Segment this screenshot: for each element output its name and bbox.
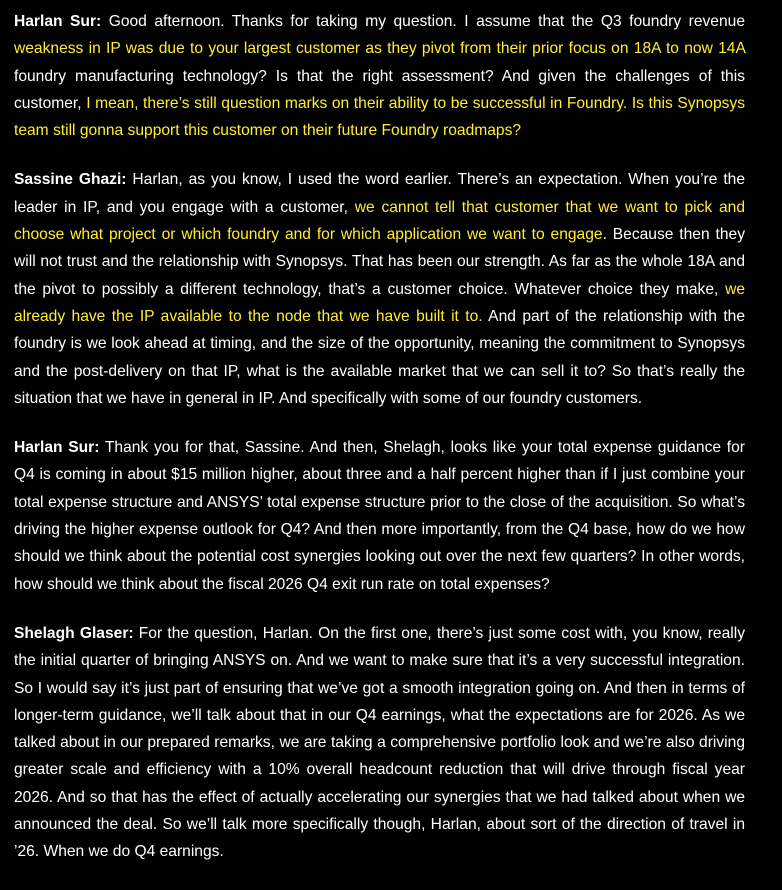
transcript-text: Thank you for that, Sassine. And then, Shelagh, looks like your total expense guidance for Q4 is coming in about $15 million higher, about three and a half percent higher than if I just combine your total expense structure and ANSYS’ total expense structure prior to the close of the acquisition. So what’s driving the higher expense outlook for Q4? And then more importantly, from the Q4 base, how do we how should we think about the potential cost synergies looking out over the next few quarters? In other words, how should we think about the fiscal 2026 Q4 exit run rate on total expenses? [14, 439, 745, 593]
transcript-text: Harlan, as you know, I used the word earlier. There’s an expectation. When you’re the leader in IP, and you engage with a customer, [14, 171, 745, 216]
transcript [14, 8, 745, 888]
speaker-name: Shelagh Glaser: [14, 624, 134, 642]
speaker-name: Sassine Ghazi: [14, 171, 127, 189]
highlighted-text: weakness in IP was due to your largest customer as they pivot from their prior focus on 18A to now 14A [14, 40, 745, 58]
transcript-paragraph [14, 620, 745, 866]
transcript-paragraph [14, 8, 745, 144]
speaker-name: Harlan Sur: [14, 439, 100, 457]
highlighted-text: we already have the IP available to the node that we have built it to. [14, 280, 745, 325]
highlighted-text: I mean, there’s still question marks on their ability to be successful in Foundry. Is this Synopsys team still gonna support this customer on their future Foundry roadmaps? [14, 94, 746, 140]
speaker-name: Harlan Sur: [14, 13, 102, 30]
transcript-text: For the question, Harlan. On the first one, there’s just some cost with, you know, really the initial quarter of bringing ANSYS on. And we want to make sure that it’s a very successful integration. So I would say it’s just part of ensuring that we’ve got a smooth integration going on. And then in terms of longer-term guidance, we’ll talk about that in our Q4 earnings, what the expectations are for 2026. As we talked about in our prepared remarks, we are taking a comprehensive portfolio look and we’re also driving greater scale and efficiency with a 10% overall headcount reduction that will drive through fiscal year 2026. And so that has the effect of actually accelerating our synergies that we had talked about when we announced the deal. So we’ll talk more specifically though, Harlan, about sort of the direction of travel in ’26. When we do Q4 earnings. [14, 624, 745, 861]
transcript-paragraph [14, 166, 745, 412]
transcript-text: foundry manufacturing technology? Is that the right assessment? And given the challenges of this customer, [14, 67, 745, 112]
transcript-text: And part of the relationship with the foundry is we look ahead at timing, and the size of the opportunity, meaning the commitment to Synopsys and the post-delivery on that IP, what is the available market that we can sell it to? So that’s really the situation that we have in general in IP. And specifically with some of our foundry customers. [14, 307, 745, 407]
transcript-text: Good afternoon. Thanks for taking my question. I assume that the Q3 foundry revenue [101, 13, 745, 30]
highlighted-text: we cannot tell that customer that we want to pick and choose what project or which foundry and for which application we want to engage [14, 198, 745, 244]
transcript-text: . Because then they will not trust and the relationship with Synopsys. That has been our strength. As far as the whole 18A and the pivot to possibly a different technology, that’s a customer choice. Whatever choice they make, [14, 226, 745, 298]
transcript-paragraph [14, 434, 745, 598]
